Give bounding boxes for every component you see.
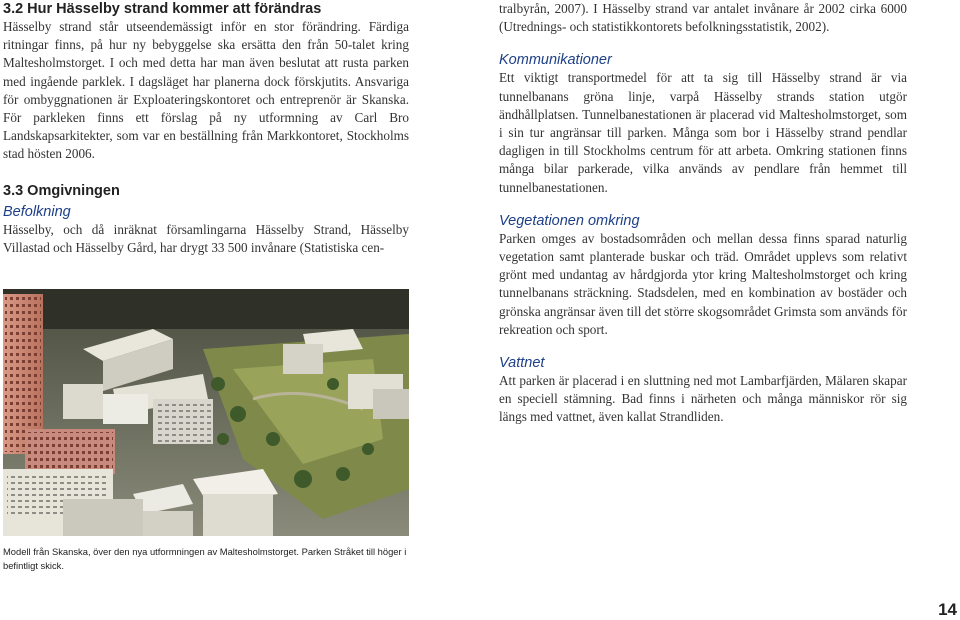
vattnet-body: Att parken är placerad i en sluttning ned mot Lambarfjärden, Mälaren skapar en speciell stämning. Bad finns i närheten och många människor rör sig längs med vattnet, även kallat Strandliden. bbox=[499, 373, 907, 425]
befolkning-heading: Befolkning bbox=[3, 203, 71, 220]
befolkning-body: Hässelby, och då inräknat församlingarna Hässelby Strand, Hässelby Villastad och Hässelby Gård, har drygt 33 500 invånare (Statistiska cen- bbox=[3, 221, 409, 255]
section-heading-3-3: 3.3 Omgivningen bbox=[3, 182, 120, 199]
kommunikationer-body: Ett viktigt transportmedel för att ta sig till Hässelby strand är via tunnelbanans gröna linje, varpå Hässelby strands station utgör ändhållplatsen. Tunnelbanestationen är placerad vid Maltesholmstorget, som i sin tur angränsar till parken. Många som bor i Hässelby strand pendlar dagligen in till Stockholms centrum för att arbeta. Omkring stationen finns många bilar parkerade, vilka används av pendlare från hemmet till tunnelbanestationen. bbox=[499, 70, 907, 195]
left-column bbox=[3, 0, 409, 257]
page-number: 14 bbox=[938, 600, 957, 619]
vegetation-heading: Vegetationen omkring bbox=[499, 212, 640, 229]
section-heading-3-2: 3.2 Hur Hässelby strand kommer att förändras bbox=[3, 1, 322, 17]
photo-caption: Modell från Skanska, över den nya utformningen av Maltesholmstorget. Parken Stråket till höger i befintligt skick. bbox=[3, 546, 407, 571]
befolkning-continuation: tralbyrån, 2007). I Hässelby strand var antalet invånare år 2002 cirka 6000 (Utrednings- och statistikkontorets befolkningsstatistik, 2002). bbox=[499, 1, 907, 35]
vegetation-body: Parken omges av bostadsområden och mellan dessa finns sparad naturlig vegetation samt planterade buskar och träd. Området upplevs som relativt grönt med undantag av hårdgjorda ytor kring Maltesholmstorget och kring tunnelbanans sträckning. Stadsdelen, med en kombination av bostäder och grönska angränsar även till det större skogsområdet Grimsta som används för rekreation och sport. bbox=[499, 230, 907, 337]
section-3-2-body: Hässelby strand står utseendemässigt inför en stor förändring. Färdiga ritningar finns, på hur ny bebyggelse ska ersätta den från 50-talet kring Maltesholmstorget. I och med detta har man även beslutat att rusta parken med ingående parklek. I dagsläget har planerna dock förskjutits. Ansvariga för ombyggnationen är Exploateringskontoret och entreprenör är Skanska. För parkleken finns ett förslag på ny utformning av Carl Bro Landskapsarkitekter, som var en beställning från Markkontoret, Stockholms stad hösten 2006. bbox=[3, 19, 409, 162]
vattnet-heading: Vattnet bbox=[499, 355, 545, 372]
model-photo bbox=[3, 289, 409, 536]
kommunikationer-heading: Kommunikationer bbox=[499, 52, 612, 69]
right-column bbox=[499, 0, 907, 427]
